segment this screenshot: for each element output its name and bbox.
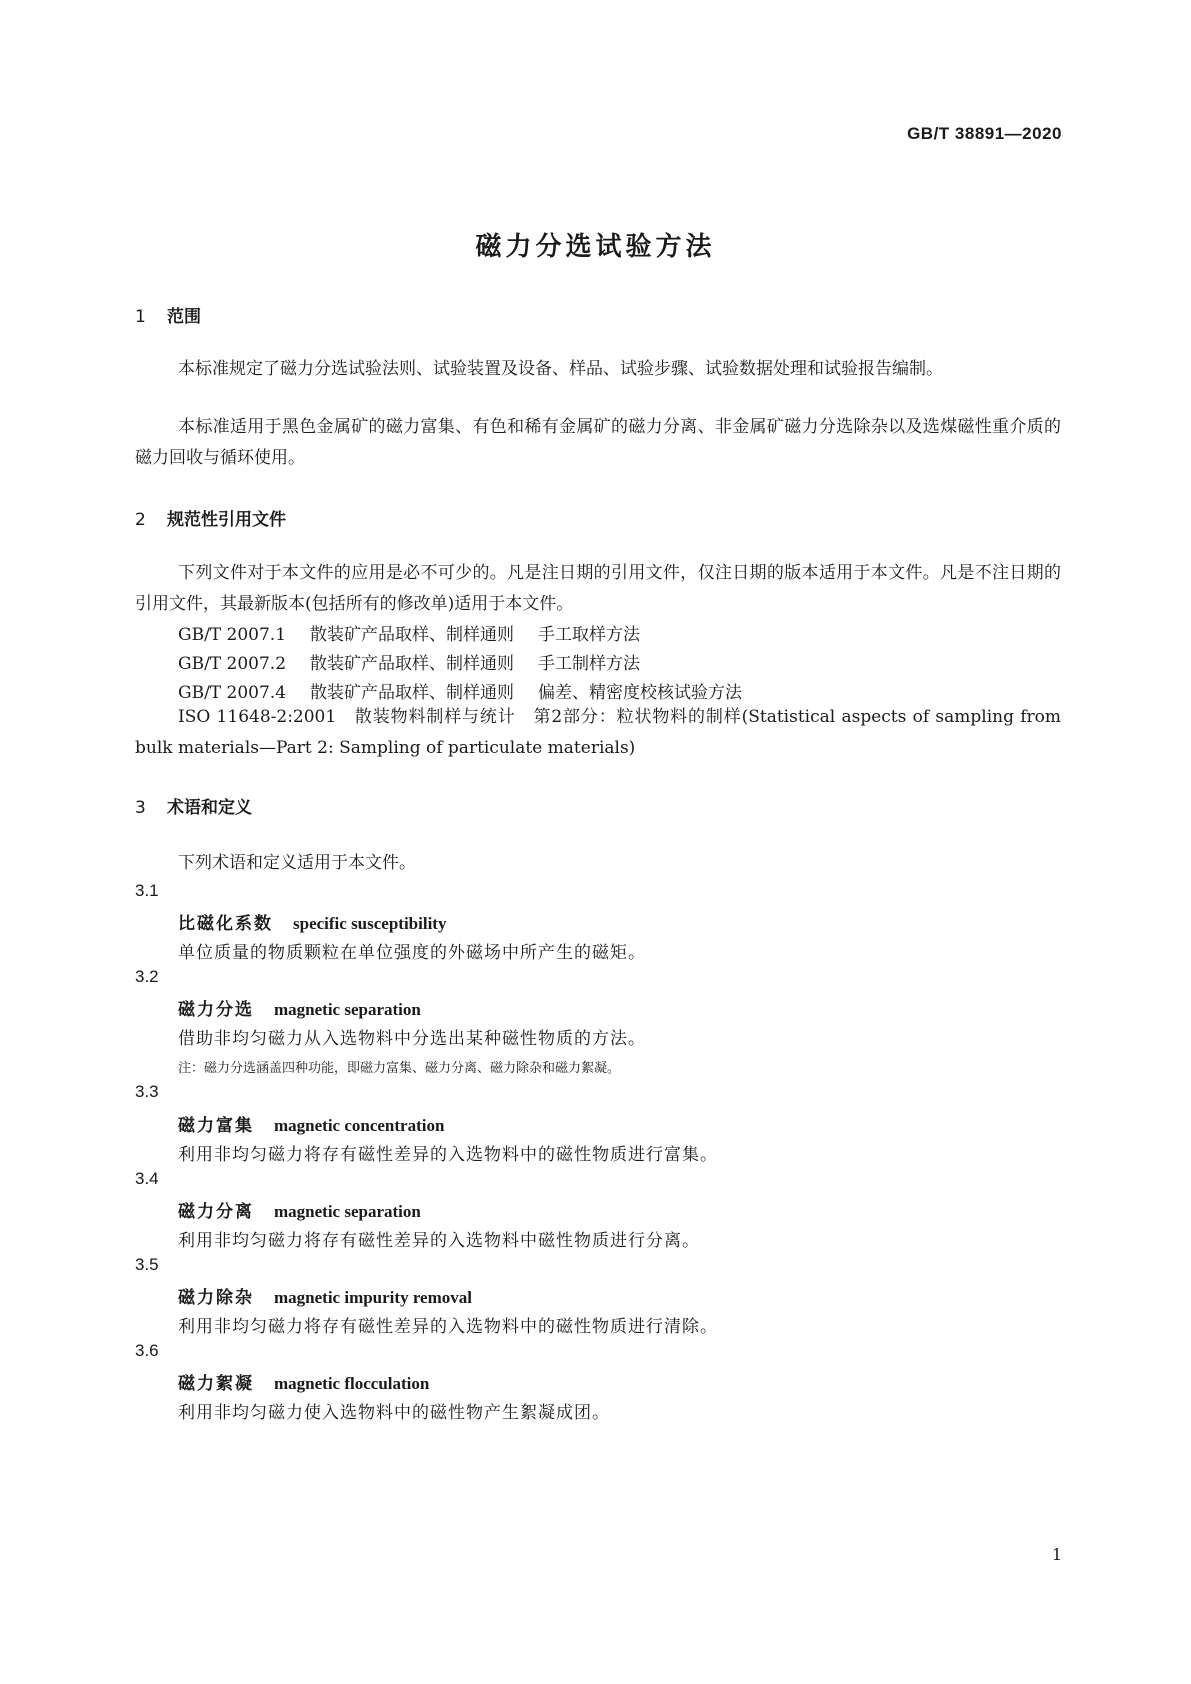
section-3-number: 3 [135, 798, 146, 818]
section-2-number: 2 [135, 510, 146, 530]
term-definition: 单位质量的物质颗粒在单位强度的外磁场中所产生的磁矩。 [178, 943, 646, 963]
term-chinese: 磁力除杂 [178, 1288, 254, 1308]
reference-subtitle: 偏差、精密度校核试验方法 [538, 683, 743, 703]
term-english: magnetic flocculation [274, 1374, 430, 1393]
section-1-paragraph-2: 本标准适用于黑色金属矿的磁力富集、有色和稀有金属矿的磁力分离、非金属矿磁力分选除杂以及选煤磁性重介质的磁力回收与循环使用。 [135, 417, 1061, 468]
reference-name: 散装矿产品取样、制样通则 [310, 654, 515, 674]
page-number: 1 [1051, 1545, 1062, 1564]
term-number: 3.5 [135, 1255, 159, 1274]
reference-name: 散装矿产品取样、制样通则 [310, 625, 515, 645]
reference-item [178, 678, 742, 703]
section-1-number: 1 [135, 307, 146, 327]
term-english: magnetic concentration [274, 1116, 445, 1135]
term-number: 3.1 [135, 881, 159, 900]
term-chinese: 比磁化系数 [178, 914, 273, 934]
section-1-title: 范围 [167, 307, 201, 327]
document-title: 磁力分选试验方法 [475, 232, 716, 262]
term-number: 3.4 [135, 1169, 159, 1188]
section-1-heading [135, 302, 201, 327]
term-number: 3.6 [135, 1341, 159, 1360]
term-definition: 利用非均匀磁力将存有磁性差异的入选物料中磁性物质进行分离。 [178, 1231, 700, 1251]
term-chinese: 磁力分选 [178, 1000, 254, 1020]
term-heading [178, 1283, 472, 1308]
reference-subtitle: 手工制样方法 [538, 654, 641, 674]
term-note: 注：磁力分选涵盖四种功能，即磁力富集、磁力分离、磁力除杂和磁力絮凝。 [178, 1061, 621, 1076]
term-definition: 借助非均匀磁力从入选物料中分选出某种磁性物质的方法。 [178, 1029, 646, 1049]
term-definition: 利用非均匀磁力将存有磁性差异的入选物料中的磁性物质进行富集。 [178, 1145, 718, 1165]
term-heading [178, 1197, 421, 1222]
term-definition: 利用非均匀磁力使入选物料中的磁性物产生絮凝成团。 [178, 1403, 610, 1423]
term-chinese: 磁力絮凝 [178, 1374, 254, 1394]
term-english: magnetic separation [274, 1202, 421, 1221]
term-english: magnetic impurity removal [274, 1288, 472, 1307]
term-definition: 利用非均匀磁力将存有磁性差异的入选物料中的磁性物质进行清除。 [178, 1317, 718, 1337]
reference-code: GB/T 2007.4 [178, 683, 287, 703]
term-number: 3.3 [135, 1082, 159, 1101]
reference-code: GB/T 2007.2 [178, 654, 287, 674]
section-2-title: 规范性引用文件 [167, 510, 286, 530]
section-2-paragraph-1: 下列文件对于本文件的应用是必不可少的。凡是注日期的引用文件，仅注日期的版本适用于本文件。凡是不注日期的引用文件，其最新版本(包括所有的修改单)适用于本文件。 [135, 563, 1061, 614]
term-chinese: 磁力富集 [178, 1116, 254, 1136]
reference-code: GB/T 2007.1 [178, 625, 287, 645]
reference-item [178, 620, 640, 645]
term-heading [178, 1369, 429, 1394]
standard-code: GB/T 38891—2020 [907, 124, 1062, 143]
section-3-heading [135, 793, 252, 818]
term-english: specific susceptibility [293, 914, 447, 933]
term-heading [178, 909, 446, 934]
section-2-heading [135, 505, 286, 530]
reference-item [178, 649, 640, 674]
reference-iso: ISO 11648-2:2001 散装物料制样与统计 第2部分：粒状物料的制样(Statistical aspects of sampling from bulk materials—Part 2: Sampling of particulate materials) [135, 707, 1061, 758]
section-3-intro: 下列术语和定义适用于本文件。 [178, 853, 416, 873]
reference-subtitle: 手工取样方法 [538, 625, 641, 645]
term-english: magnetic separation [274, 1000, 421, 1019]
term-chinese: 磁力分离 [178, 1202, 254, 1222]
reference-name: 散装矿产品取样、制样通则 [310, 683, 515, 703]
term-number: 3.2 [135, 967, 159, 986]
section-1-paragraph-1: 本标准规定了磁力分选试验法则、试验装置及设备、样品、试验步骤、试验数据处理和试验报告编制。 [178, 359, 943, 379]
section-3-title: 术语和定义 [167, 798, 252, 818]
term-heading [178, 1111, 444, 1136]
term-heading [178, 995, 421, 1020]
